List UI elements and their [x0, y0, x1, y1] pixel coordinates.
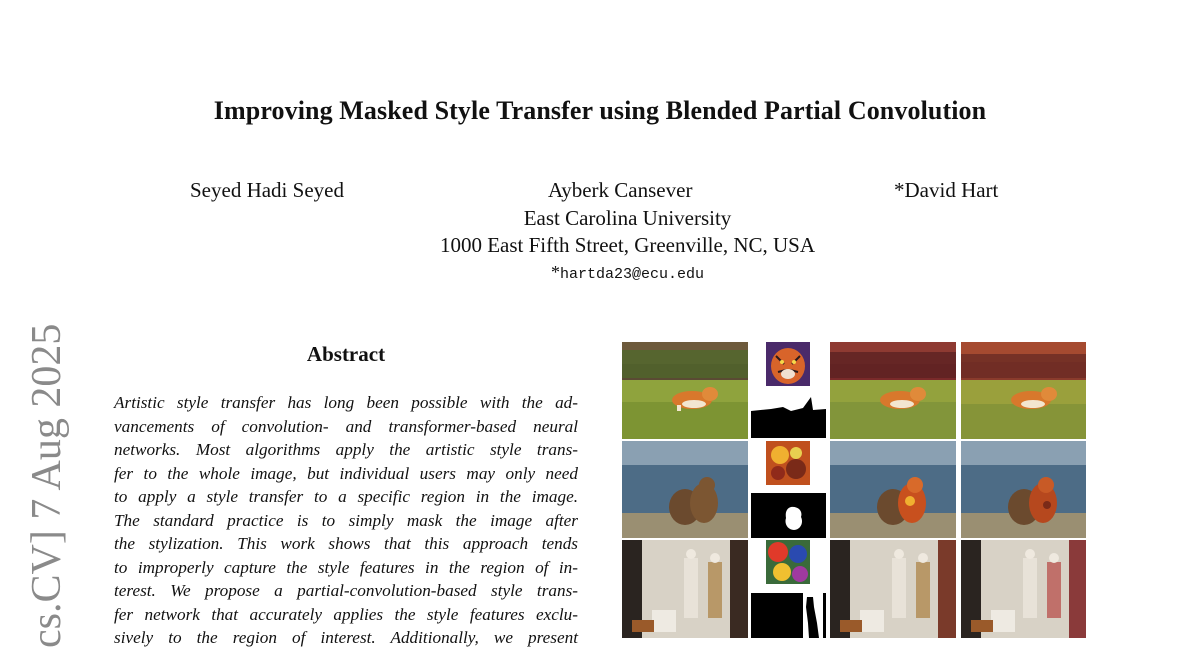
abstract-line: sively to the region of interest. Additionally, we present	[114, 628, 578, 647]
abstract-line: The standard practice is to simply mask the image after	[114, 510, 578, 530]
content-image-bears	[622, 441, 748, 538]
email-star: *	[550, 262, 560, 282]
teaser-figure	[622, 342, 1086, 638]
abstract-line: fer network that accurately applies the style features exclu-	[114, 604, 578, 624]
blended-result-corgi	[961, 342, 1086, 439]
author-1: Seyed Hadi Seyed	[190, 178, 344, 202]
masked-result-bears	[830, 441, 956, 538]
abstract-heading: Abstract	[306, 342, 386, 366]
abstract-line: fer to the whole image, but individual users may only need	[114, 463, 578, 483]
mask-image-mannequin	[751, 593, 826, 638]
abstract-line: vancements of convolution- and transformer-based neural	[114, 416, 578, 436]
content-image-mannequins	[622, 540, 748, 638]
abstract-line: to apply a style transfer to a specific region in the image.	[114, 487, 578, 506]
masked-result-corgi	[830, 342, 956, 439]
abstract-line: terest. We propose a partial-convolution-based style trans-	[114, 581, 578, 600]
mask-image-bear	[751, 493, 826, 538]
blended-result-mannequins	[961, 540, 1086, 638]
arxiv-stamp: cs.CV] 7 Aug 2025	[24, 323, 70, 648]
blended-result-bears	[961, 441, 1086, 538]
abstract-line: the stylization. This work shows that this approach tends	[114, 534, 578, 553]
content-image-corgi	[622, 342, 748, 439]
email-address: hartda23@ecu.edu	[559, 266, 705, 283]
mask-image-ground	[751, 393, 826, 438]
abstract-body	[114, 391, 578, 650]
style-image-tiger	[766, 342, 810, 386]
abstract-line: networks. Most algorithms apply the artistic style trans-	[114, 440, 578, 459]
affiliation: East Carolina University	[523, 206, 732, 230]
style-image-abstract	[766, 540, 810, 584]
email-line	[0, 262, 1200, 283]
abstract-line: Artistic style transfer has long been possible with the ad-	[114, 393, 578, 412]
style-image-swirl	[766, 441, 810, 485]
author-2: Ayberk Cansever	[548, 178, 693, 202]
masked-result-mannequins	[830, 540, 956, 638]
author-3: *David Hart	[894, 178, 999, 202]
abstract-line: to improperly capture the style features in the region of in-	[114, 557, 578, 577]
paper-title: Improving Masked Style Transfer using Blended Partial Convolution	[213, 96, 987, 125]
address: 1000 East Fifth Street, Greenville, NC, USA	[439, 233, 816, 257]
